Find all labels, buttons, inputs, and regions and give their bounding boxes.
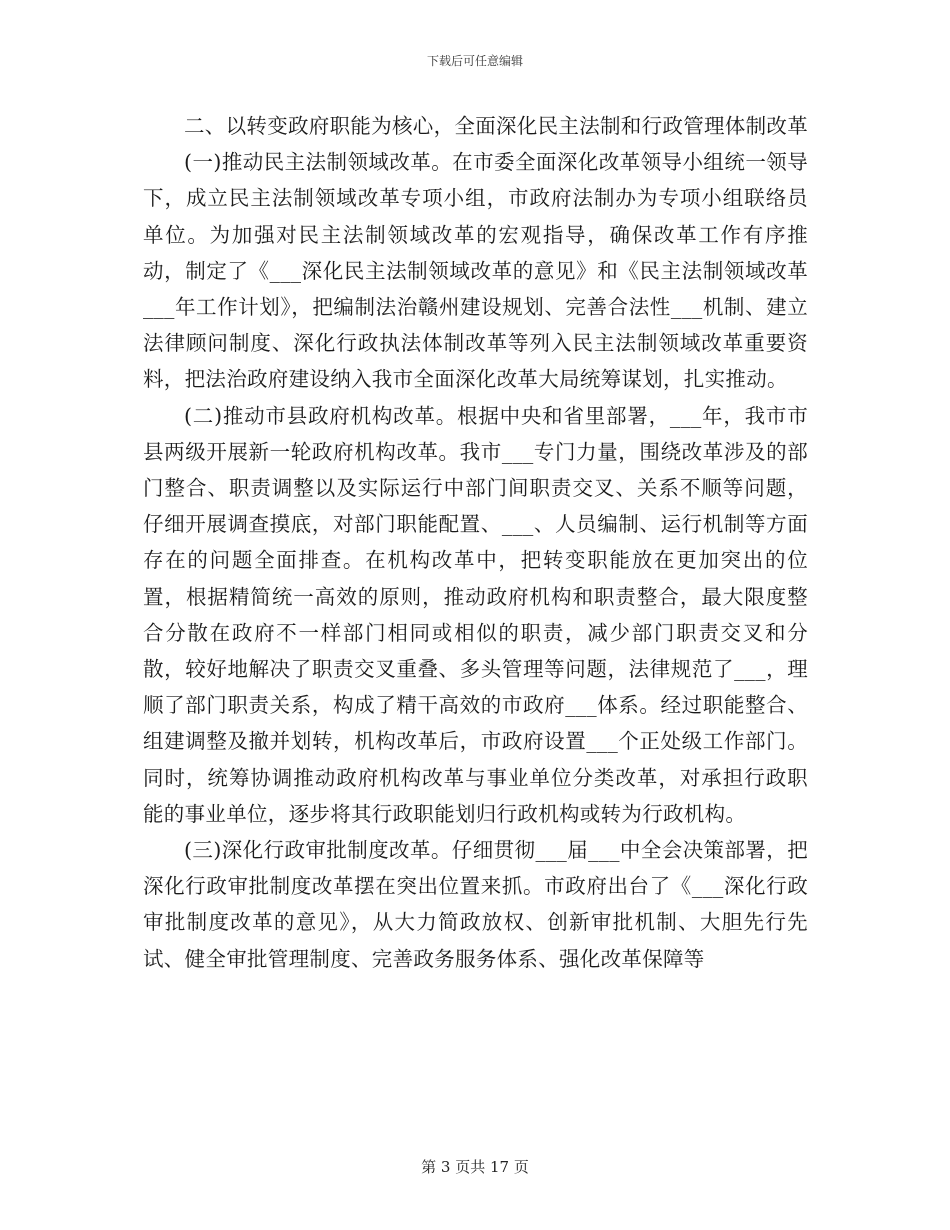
document-body <box>143 108 808 977</box>
page-header: 下载后可任意编辑 <box>426 54 523 68</box>
paragraph-1: (一)推动民主法制领域改革。在市委全面深化改革领导小组统一领导下，成立民主法制领域改革专项小组，市政府法制办为专项小组联络员单位。为加强对民主法制领域改革的宏观指导，确保改革工作有序推动，制定了《___深化民主法制领域改革的意见》和《民主法制领域改革___年工作计划》，把编制法治赣州建设规划、完善合法性___机制、建立法律顾问制度、深化行政执法体制改革等列入民主法制领域改革重要资料，把法治政府建设纳入我市全面深化改革大局统筹谋划，扎实推动。 <box>143 150 808 392</box>
paragraph-2: (二)推动市县政府机构改革。根据中央和省里部署，___年，我市市县两级开展新一轮政府机构改革。我市___专门力量，围绕改革涉及的部门整合、职责调整以及实际运行中部门间职责交叉、关系不顺等问题，仔细开展调查摸底，对部门职能配置、___、人员编制、运行机制等方面存在的问题全面排查。在机构改革中，把转变职能放在更加突出的位置，根据精简统一高效的原则，推动政府机构和职责整合，最大限度整合分散在政府不一样部门相同或相似的职责，减少部门职责交叉和分散，较好地解决了职责交叉重叠、多头管理等问题，法律规范了___，理顺了部门职责关系，构成了精干高效的市政府___体系。经过职能整合、组建调整及撤并划转，机构改革后，市政府设置___个正处级工作部门。同时，统筹协调推动政府机构改革与事业单位分类改革，对承担行政职能的事业单位，逐步将其行政职能划归行政机构或转为行政机构。 <box>143 403 808 826</box>
section-heading: 二、以转变政府职能为核心，全面深化民主法制和行政管理体制改革 <box>184 114 808 138</box>
paragraph-3: (三)深化行政审批制度改革。仔细贯彻___届___中全会决策部署，把深化行政审批制度改革摆在突出位置来抓。市政府出台了《___深化行政审批制度改革的意见》，从大力简政放权、创新审批机制、大胆先行先试、健全审批管理制度、完善政务服务体系、强化改革保障等 <box>143 838 808 971</box>
page-number-footer: 第 3 页共 17 页 <box>421 1158 529 1176</box>
